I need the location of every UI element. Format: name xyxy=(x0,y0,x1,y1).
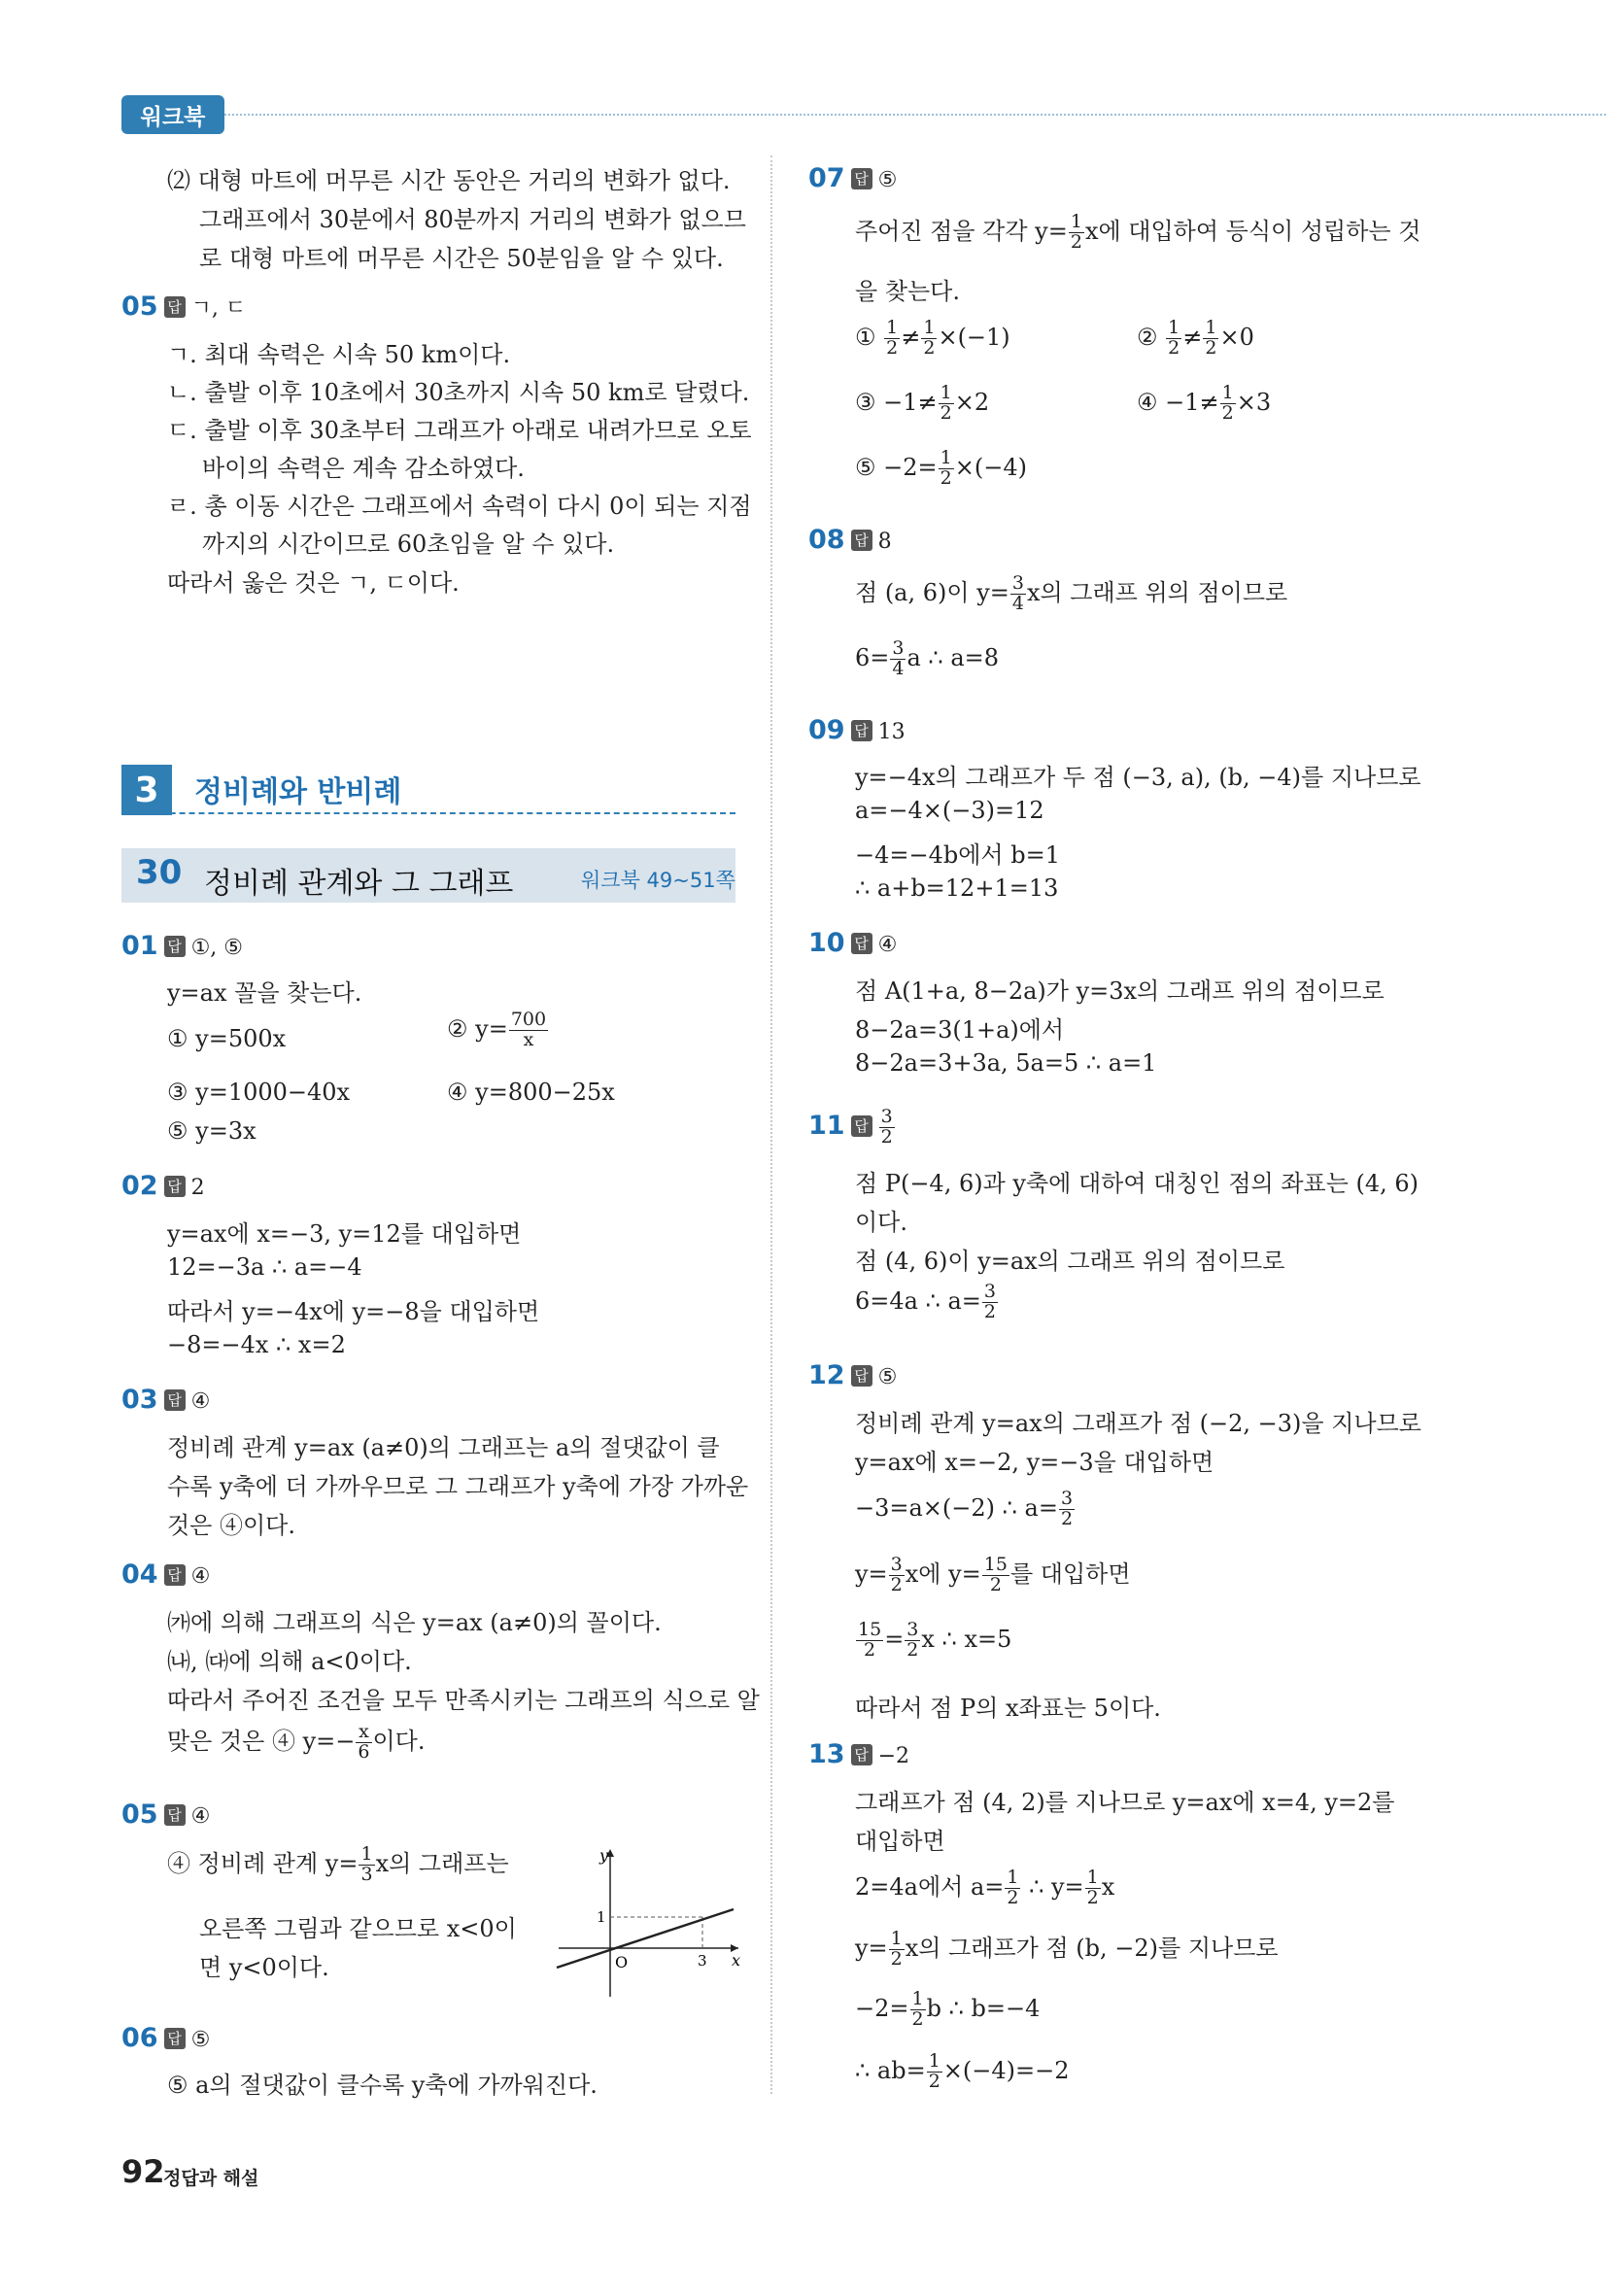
solution-line: 따라서 옳은 것은 ㄱ, ㄷ이다. xyxy=(167,569,460,597)
denominator: 2 xyxy=(1007,1887,1019,1908)
text: 맞은 것은 ④ y=− xyxy=(167,1728,356,1755)
problem-01-header xyxy=(121,931,243,961)
solution-line xyxy=(855,573,1287,614)
answer-badge: 답 xyxy=(164,1389,186,1411)
problem-number: 03 xyxy=(121,1385,158,1415)
solution-line: −8=−4x ∴ x=2 xyxy=(167,1331,346,1358)
problem-number: 09 xyxy=(808,715,845,745)
problem-07-header xyxy=(808,163,897,193)
denominator: 2 xyxy=(890,1574,903,1595)
text: ×3 xyxy=(1236,388,1272,416)
answer-badge: 답 xyxy=(851,720,872,741)
fraction xyxy=(1220,384,1236,424)
problem-number: 01 xyxy=(121,931,158,961)
solution-line xyxy=(167,1844,509,1885)
solution-line xyxy=(855,212,1420,253)
text: 주어진 점을 각각 y= xyxy=(855,218,1068,245)
fraction xyxy=(982,1556,1009,1595)
fraction xyxy=(905,1621,920,1661)
solution-line: y=ax 꼴을 찾는다. xyxy=(167,979,362,1007)
text: ≠ xyxy=(1182,323,1203,351)
problem-number: 11 xyxy=(808,1110,845,1141)
problem-number: 10 xyxy=(808,928,845,958)
denominator: 2 xyxy=(940,466,952,489)
section-number-text: 3 xyxy=(134,770,159,810)
fraction xyxy=(1166,319,1181,359)
problem-02-header xyxy=(121,1171,205,1201)
fraction xyxy=(889,1556,905,1595)
text: ×(−1) xyxy=(938,323,1010,351)
answer-value: ⑤ xyxy=(877,1365,898,1389)
numerator: 1 xyxy=(1007,1867,1019,1889)
numerator: 1 xyxy=(886,317,899,338)
answer-value: ④ xyxy=(190,1564,211,1589)
fraction xyxy=(890,639,906,679)
problem-05-header xyxy=(121,1799,210,1830)
problem-08-header xyxy=(808,525,892,555)
solution-line xyxy=(167,1722,426,1763)
denominator: 2 xyxy=(890,1948,903,1970)
fraction xyxy=(939,384,954,424)
workbook-tag xyxy=(121,95,224,134)
solution-line: 점 A(1+a, 8−2a)가 y=3x의 그래프 위의 점이므로 xyxy=(855,977,1385,1005)
option-1: ① y=500x xyxy=(167,1025,287,1052)
solution-line: ㈏, ㈐에 의해 a<0이다. xyxy=(167,1648,412,1675)
solution-line: ㄱ. 최대 속력은 시속 50 km이다. xyxy=(167,341,511,368)
answer-badge: 답 xyxy=(851,1744,872,1765)
denominator: 2 xyxy=(1070,231,1082,253)
solution-line: 까지의 시간이므로 60초임을 알 수 있다. xyxy=(202,531,615,558)
text: ≠ xyxy=(901,323,921,351)
solution-line: y=ax에 x=−3, y=12를 대입하면 xyxy=(167,1220,522,1248)
fraction xyxy=(359,1845,374,1885)
numerator: 15 xyxy=(983,1554,1008,1576)
problem-10-header xyxy=(808,928,897,958)
solution-line: 수록 y축에 더 가까우므로 그 그래프가 y축에 가장 가까운 xyxy=(167,1473,749,1500)
problem-04-header xyxy=(121,1559,210,1590)
text: 6= xyxy=(855,643,890,671)
fraction xyxy=(1059,1490,1075,1529)
denominator: 6 xyxy=(358,1741,370,1763)
fraction xyxy=(939,449,954,489)
problem-number: 05 xyxy=(121,291,158,322)
text: ×(−4) xyxy=(954,453,1027,481)
numerator: 3 xyxy=(880,1106,893,1127)
problem-number: 06 xyxy=(121,2023,158,2053)
numerator: 1 xyxy=(1168,317,1180,338)
solution-line xyxy=(855,1868,1114,1908)
option-2 xyxy=(447,1011,549,1050)
text: ∴ ab= xyxy=(855,2056,926,2084)
denominator: 2 xyxy=(856,1640,883,1661)
text: 점 (a, 6)이 y= xyxy=(855,579,1009,606)
answer-badge: 답 xyxy=(164,1564,186,1586)
continuation-line: 로 대형 마트에 머무른 시간은 50분임을 알 수 있다. xyxy=(199,245,724,272)
numerator: 1 xyxy=(940,447,952,468)
column-divider xyxy=(770,155,772,2094)
text: ×2 xyxy=(954,388,990,416)
problem-05-header xyxy=(121,291,246,322)
solution-line: 그래프가 점 (4, 2)를 지나므로 y=ax에 x=4, y=2를 xyxy=(855,1789,1395,1816)
numerator: 3 xyxy=(892,637,905,659)
answer-value: ①, ⑤ xyxy=(190,936,244,960)
text: x의 그래프는 xyxy=(375,1850,509,1877)
text: ⑤ −2= xyxy=(855,453,938,481)
solution-line xyxy=(855,1990,1040,2030)
text: ×(−4)=−2 xyxy=(942,2056,1070,2084)
text: x에 대입하여 등식이 성립하는 것 xyxy=(1084,218,1421,245)
problem-03-header xyxy=(121,1385,210,1415)
problem-number: 12 xyxy=(808,1360,845,1390)
solution-line: 따라서 주어진 조건을 모두 만족시키는 그래프의 식으로 알 xyxy=(167,1687,760,1714)
solution-line: 바이의 속력은 계속 감소하였다. xyxy=(202,455,525,482)
footer-label: 정답과 해설 xyxy=(163,2168,259,2189)
denominator: 2 xyxy=(1060,1507,1074,1529)
problem-number: 08 xyxy=(808,525,845,555)
text: y= xyxy=(855,1935,888,1962)
solution-line: 12=−3a ∴ a=−4 xyxy=(167,1253,362,1281)
numerator: x xyxy=(359,1721,369,1743)
answer-badge: 답 xyxy=(851,933,872,954)
y-label: y xyxy=(599,1846,609,1865)
fraction xyxy=(1203,319,1218,359)
denominator: 2 xyxy=(886,336,899,359)
unit-number: 30 xyxy=(136,853,183,892)
numerator: 1 xyxy=(923,317,936,338)
text: y= xyxy=(855,1560,888,1588)
fraction xyxy=(1069,213,1084,253)
text: ×0 xyxy=(1219,323,1254,351)
text: x ∴ x=5 xyxy=(921,1625,1012,1653)
answer-value: 8 xyxy=(877,530,892,554)
answer-value: ㄱ, ㄷ xyxy=(190,296,247,321)
denominator: 2 xyxy=(1086,1887,1099,1908)
text: x에 y= xyxy=(905,1560,981,1588)
answer-value: 2 xyxy=(190,1176,205,1200)
continuation-line: 그래프에서 30분에서 80분까지 거리의 변화가 없으므 xyxy=(199,206,746,233)
option-2 xyxy=(1137,319,1254,359)
solution-line: ⑤ a의 절댓값이 클수록 y축에 가까워진다. xyxy=(167,2072,598,2099)
denominator: 2 xyxy=(982,1575,1009,1595)
text: x xyxy=(1101,1873,1115,1901)
page-number: 92 xyxy=(121,2153,165,2190)
option-text: ② y= xyxy=(447,1014,508,1043)
denominator: 4 xyxy=(1011,593,1024,614)
answer-badge: 답 xyxy=(164,2028,186,2049)
answer-badge: 답 xyxy=(851,1365,872,1387)
fraction xyxy=(856,1621,883,1661)
text: ④ 정비례 관계 y= xyxy=(167,1850,359,1877)
answer-value: ④ xyxy=(190,1389,211,1414)
answer-value: ④ xyxy=(877,933,898,957)
fraction xyxy=(921,319,937,359)
solution-line: y=ax에 x=−2, y=−3을 대입하면 xyxy=(855,1449,1214,1476)
text: ② xyxy=(1137,323,1166,351)
numerator: 1 xyxy=(1070,211,1082,233)
answer-badge: 답 xyxy=(164,936,186,957)
fraction xyxy=(927,2052,942,2092)
answer-value: ⑤ xyxy=(190,2028,211,2052)
option-5 xyxy=(855,449,1027,489)
fraction xyxy=(1010,574,1026,614)
fraction xyxy=(1085,1868,1101,1908)
solution-line: ∴ a+b=12+1=13 xyxy=(855,874,1059,902)
problem-number: 13 xyxy=(808,1739,845,1769)
answer-value: ⑤ xyxy=(877,168,898,192)
answer-badge: 답 xyxy=(851,1115,872,1137)
text: b ∴ b=−4 xyxy=(926,1994,1041,2022)
numerator: 1 xyxy=(940,382,952,403)
solution-line: 것은 ④이다. xyxy=(167,1512,295,1539)
solution-line: 이다. xyxy=(855,1209,907,1236)
solution-line: 점 (4, 6)이 y=ax의 그래프 위의 점이므로 xyxy=(855,1248,1285,1275)
text: 6=4a ∴ a= xyxy=(855,1286,981,1315)
answer-badge: 답 xyxy=(164,296,186,318)
problem-06-header xyxy=(121,2023,210,2053)
numerator: 1 xyxy=(360,1843,373,1866)
header-divider xyxy=(224,114,1607,116)
answer-badge: 답 xyxy=(851,168,872,189)
solution-line xyxy=(855,1621,1011,1661)
text: 2=4a에서 a= xyxy=(855,1873,1005,1901)
fraction xyxy=(910,1990,926,2030)
text: 를 대입하면 xyxy=(1009,1560,1131,1588)
problem-number: 05 xyxy=(121,1799,158,1830)
numerator: 1 xyxy=(890,1928,903,1950)
problem-number: 04 xyxy=(121,1559,158,1590)
solution-line: 정비례 관계 y=ax (a≠0)의 그래프는 a의 절댓값이 클 xyxy=(167,1434,720,1461)
text: = xyxy=(884,1625,905,1653)
denominator: 4 xyxy=(892,657,905,679)
option-3: ③ y=1000−40x xyxy=(167,1079,351,1106)
solution-line: 따라서 점 P의 x좌표는 5이다. xyxy=(855,1695,1161,1722)
text: x의 그래프가 점 (b, −2)를 지나므로 xyxy=(905,1935,1279,1962)
denominator: 2 xyxy=(1205,336,1217,359)
answer-value: −2 xyxy=(877,1744,910,1768)
solution-line xyxy=(855,639,999,679)
solution-line: ㈎에 의해 그래프의 식은 y=ax (a≠0)의 꼴이다. xyxy=(167,1609,662,1636)
denominator: 2 xyxy=(906,1638,919,1661)
solution-line: −4=−4b에서 b=1 xyxy=(855,841,1060,869)
fraction xyxy=(889,1930,905,1970)
numerator: 1 xyxy=(1205,317,1217,338)
origin-label: O xyxy=(615,1953,629,1971)
answer-badge: 답 xyxy=(164,1176,186,1197)
solution-line: ㄷ. 출발 이후 30초부터 그래프가 아래로 내려가므로 오토 xyxy=(167,417,752,444)
solution-line xyxy=(855,1490,1076,1529)
numerator: 700 xyxy=(510,1009,547,1030)
problem-11-header xyxy=(808,1108,896,1148)
x-label: x xyxy=(732,1951,741,1970)
text: ④ −1≠ xyxy=(1137,388,1219,416)
x-tick-label: 3 xyxy=(698,1952,707,1970)
section-underline xyxy=(121,812,735,814)
y-tick-label: 1 xyxy=(597,1908,606,1926)
answer-value: 13 xyxy=(877,720,906,744)
solution-line: ㄴ. 출발 이후 10초에서 30초까지 시속 50 km로 달렸다. xyxy=(167,379,750,406)
option-5: ⑤ y=3x xyxy=(167,1117,256,1145)
denominator: 2 xyxy=(1221,401,1234,424)
problem-12-header xyxy=(808,1360,897,1390)
solution-line xyxy=(855,1929,1279,1970)
text: −3=a×(−2) ∴ a= xyxy=(855,1493,1058,1522)
problem-number: 07 xyxy=(808,163,845,193)
solution-line: 따라서 y=−4x에 y=−8을 대입하면 xyxy=(167,1298,540,1325)
section-title: 정비례와 반비례 xyxy=(194,775,402,809)
continuation-line: ⑵ 대형 마트에 머무른 시간 동안은 거리의 변화가 없다. xyxy=(167,167,731,194)
solution-line: a=−4×(−3)=12 xyxy=(855,797,1044,824)
numerator: 3 xyxy=(906,1619,919,1640)
problem-number: 02 xyxy=(121,1171,158,1201)
section-number xyxy=(121,765,172,815)
text: a ∴ a=8 xyxy=(906,643,1000,671)
text: 이다. xyxy=(372,1728,426,1755)
numerator: 3 xyxy=(1011,572,1024,595)
solution-line xyxy=(855,1555,1131,1595)
numerator: 1 xyxy=(911,1988,924,2009)
text: ① xyxy=(855,323,884,351)
workbook-tag-label: 워크북 xyxy=(140,104,206,130)
answer-badge: 답 xyxy=(851,530,872,551)
numerator: 1 xyxy=(1086,1867,1099,1889)
solution-line: 점 P(−4, 6)과 y축에 대하여 대칭인 점의 좌표는 (4, 6) xyxy=(855,1170,1419,1197)
unit-workbook-ref: 워크북 49~51쪽 xyxy=(581,869,735,892)
solution-line: y=−4x의 그래프가 두 점 (−3, a), (b, −4)를 지나므로 xyxy=(855,764,1421,791)
numerator: 3 xyxy=(890,1554,903,1576)
proportion-graph xyxy=(549,1841,743,2002)
solution-line: 8−2a=3(1+a)에서 xyxy=(855,1016,1065,1044)
text: ∴ y= xyxy=(1021,1873,1084,1901)
solution-line xyxy=(855,1283,999,1322)
option-1 xyxy=(855,319,1010,359)
solution-line: 8−2a=3+3a, 5a=5 ∴ a=1 xyxy=(855,1049,1157,1077)
answer-value: ④ xyxy=(190,1804,211,1829)
text: ③ −1≠ xyxy=(855,388,938,416)
solution-line xyxy=(855,2052,1069,2092)
fraction xyxy=(982,1283,998,1322)
solution-line: 을 찾는다. xyxy=(855,278,960,305)
text: −2= xyxy=(855,1994,909,2022)
denominator: 2 xyxy=(880,1125,893,1148)
numerator: 3 xyxy=(1060,1488,1074,1509)
denominator: x xyxy=(509,1030,548,1050)
solution-line: 오른쪽 그림과 같으므로 x<0이 xyxy=(199,1915,517,1942)
solution-line: 면 y<0이다. xyxy=(199,1954,329,1981)
problem-13-header xyxy=(808,1739,909,1769)
fraction xyxy=(1005,1868,1020,1908)
solution-line: ㄹ. 총 이동 시간은 그래프에서 속력이 다시 0이 되는 지점 xyxy=(167,493,752,520)
option-4: ④ y=800−25x xyxy=(447,1079,615,1106)
fraction xyxy=(356,1723,371,1763)
option-3 xyxy=(855,384,989,424)
denominator: 2 xyxy=(923,336,936,359)
denominator: 2 xyxy=(911,2007,924,2030)
answer-fraction xyxy=(879,1108,895,1148)
denominator: 2 xyxy=(983,1300,996,1322)
solution-line: 대입하면 xyxy=(855,1828,945,1855)
solution-line: 정비례 관계 y=ax의 그래프가 점 (−2, −3)을 지나므로 xyxy=(855,1410,1421,1437)
text: x의 그래프 위의 점이므로 xyxy=(1026,579,1288,606)
fraction xyxy=(884,319,900,359)
problem-09-header xyxy=(808,715,906,745)
denominator: 2 xyxy=(928,2070,940,2092)
answer-badge: 답 xyxy=(164,1804,186,1826)
option-4 xyxy=(1137,384,1271,424)
graph-line xyxy=(557,1909,734,1968)
denominator: 2 xyxy=(1168,336,1180,359)
numerator: 1 xyxy=(928,2050,940,2072)
numerator: 1 xyxy=(1221,382,1234,403)
denominator: 2 xyxy=(940,401,952,424)
fraction xyxy=(509,1011,548,1050)
denominator: 3 xyxy=(360,1864,373,1885)
numerator: 15 xyxy=(858,1619,882,1640)
numerator: 3 xyxy=(983,1281,996,1302)
unit-title: 정비례 관계와 그 그래프 xyxy=(204,867,514,901)
